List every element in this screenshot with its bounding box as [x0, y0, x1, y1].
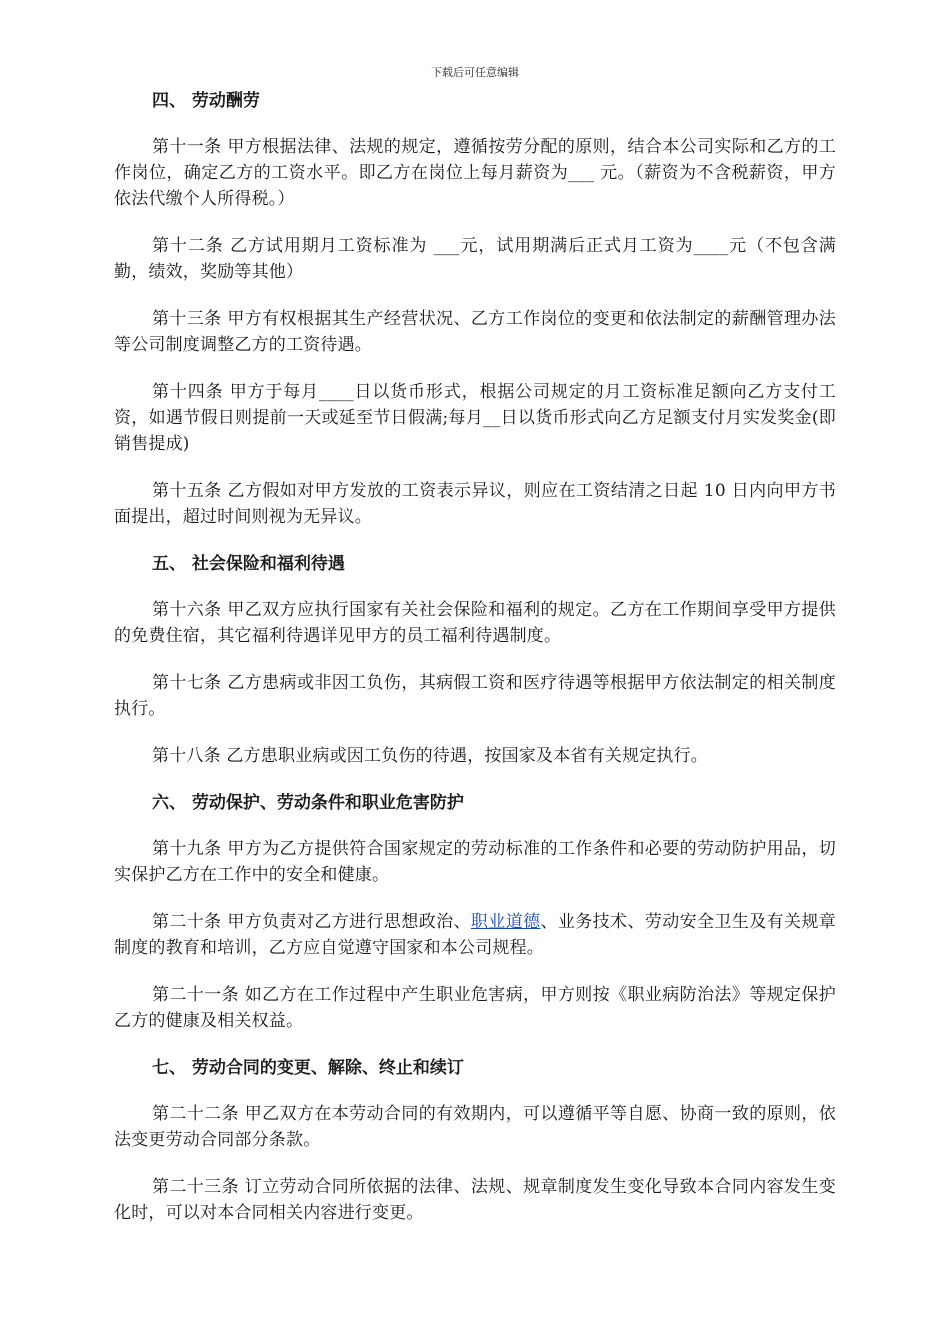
article-20 — [114, 909, 836, 961]
article-13: 第十三条 甲方有权根据其生产经营状况、乙方工作岗位的变更和依法制定的薪酬管理办法等公司制度调整乙方的工资待遇。 — [114, 309, 836, 355]
article-18: 第十八条 乙方患职业病或因工负伤的待遇，按国家及本省有关规定执行。 — [152, 746, 709, 766]
article-23: 第二十三条 订立劳动合同所依据的法律、法规、规章制度发生变化导致本合同内容发生变化时，可以对本合同相关内容进行变更。 — [114, 1177, 836, 1223]
article-19: 第十九条 甲方为乙方提供符合国家规定的劳动标准的工作条件和必要的劳动防护用品，切实保护乙方在工作中的安全和健康。 — [114, 839, 836, 885]
article-22: 第二十二条 甲乙双方在本劳动合同的有效期内，可以遵循平等自愿、协商一致的原则，依法变更劳动合同部分条款。 — [114, 1104, 836, 1150]
article-11: 第十一条 甲方根据法律、法规的规定，遵循按劳分配的原则，结合本公司实际和乙方的工作岗位，确定乙方的工资水平。即乙方在岗位上每月薪资为___ 元。（薪资为不含税薪资，甲方依法代缴个人所得税。） — [114, 137, 836, 209]
article-20-text-after: 、业务技术、劳动安全卫生及有关规章制度的教育和培训，乙方应自觉遵守国家和本公司规程。 — [114, 912, 836, 958]
professional-ethics-link[interactable]: 职业道德 — [470, 912, 541, 932]
article-17: 第十七条 乙方患病或非因工负伤，其病假工资和医疗待遇等根据甲方依法制定的相关制度执行。 — [114, 673, 836, 719]
header-note: 下载后可任意编辑 — [431, 66, 519, 79]
section-heading-5: 五、 社会保险和福利待遇 — [152, 554, 345, 574]
article-16: 第十六条 甲乙双方应执行国家有关社会保险和福利的规定。乙方在工作期间享受甲方提供的免费住宿，其它福利待遇详见甲方的员工福利待遇制度。 — [114, 600, 836, 646]
article-12: 第十二条 乙方试用期月工资标准为 ___元，试用期满后正式月工资为____元（不包含满勤，绩效，奖励等其他） — [114, 236, 836, 282]
article-20-text-before: 第二十条 甲方负责对乙方进行思想政治、 — [152, 912, 471, 932]
section-heading-7: 七、 劳动合同的变更、解除、终止和续订 — [152, 1058, 464, 1078]
article-21: 第二十一条 如乙方在工作过程中产生职业危害病，甲方则按《职业病防治法》等规定保护乙方的健康及相关权益。 — [114, 985, 836, 1031]
section-heading-4: 四、 劳动酬劳 — [152, 91, 260, 111]
document-body — [114, 88, 836, 1247]
section-heading-6: 六、 劳动保护、劳动条件和职业危害防护 — [152, 793, 464, 813]
article-14: 第十四条 甲方于每月____日以货币形式，根据公司规定的月工资标准足额向乙方支付工资，如遇节假日则提前一天或延至节日假满;每月__日以货币形式向乙方足额支付月实发奖金(即销售提成) — [114, 382, 836, 454]
article-15: 第十五条 乙方假如对甲方发放的工资表示异议，则应在工资结清之日起 10 日内向甲方书面提出，超过时间则视为无异议。 — [114, 481, 836, 527]
